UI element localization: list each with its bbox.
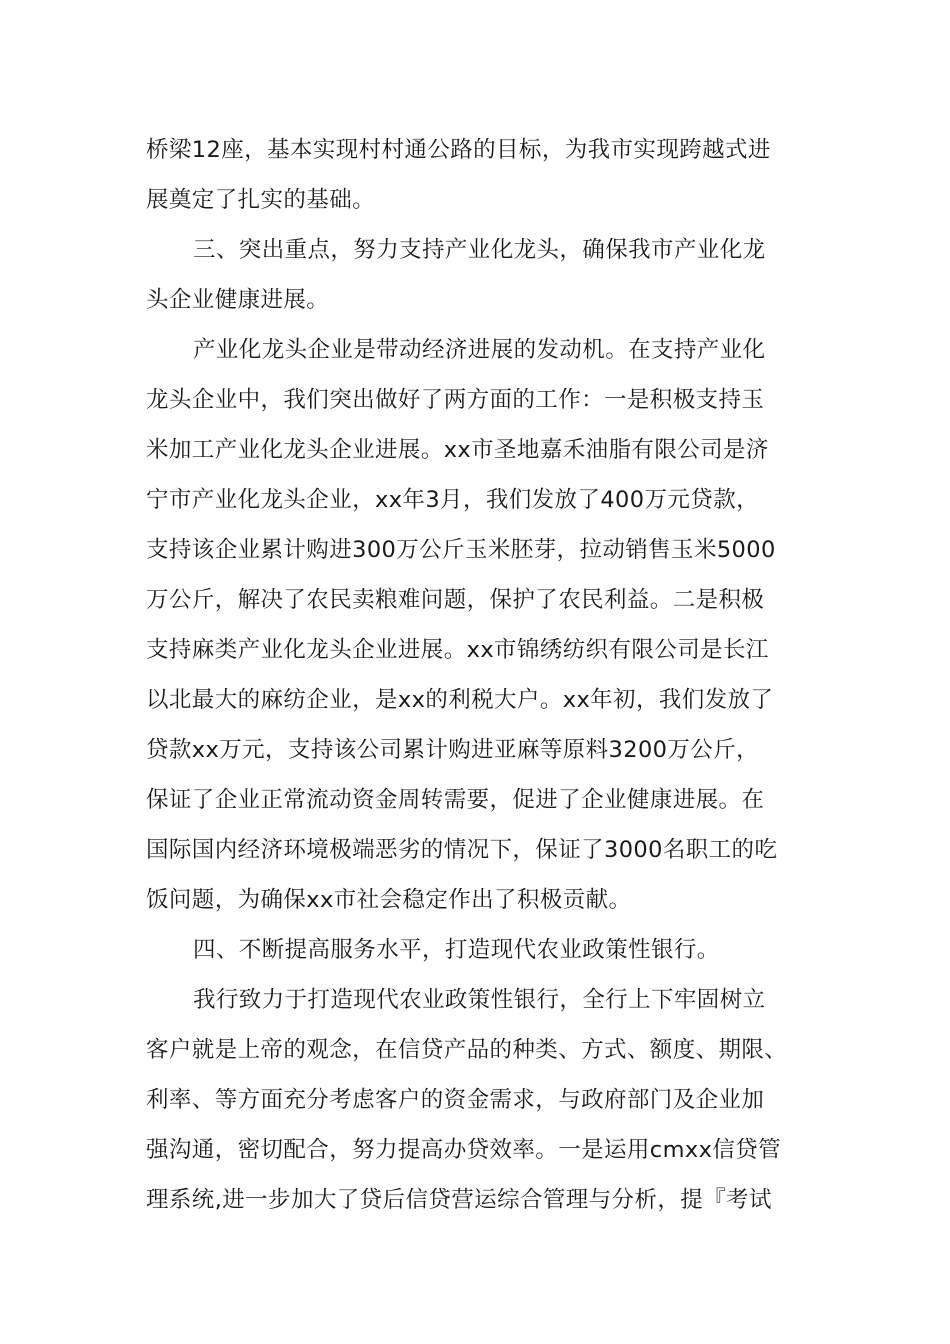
section-heading-line: 头企业健康进展。 — [146, 287, 330, 313]
paragraph-line: 我行致力于打造现代农业政策性银行，全行上下牢固树立 — [193, 987, 766, 1013]
paragraph-line: 龙头企业中，我们突出做好了两方面的工作：一是积极支持玉 — [146, 387, 765, 413]
paragraph-line: 贷款xx万元，支持该公司累计购进亚麻等原料3200万公斤， — [146, 737, 759, 763]
paragraph-line: 桥梁12座，基本实现村村通公路的目标，为我市实现跨越式进 — [146, 137, 771, 163]
paragraph-line: 展奠定了扎实的基础。 — [146, 187, 376, 213]
paragraph-line: 支持该企业累计购进300万公斤玉米胚芽，拉动销售玉米5000 — [146, 537, 776, 563]
paragraph-line: 保证了企业正常流动资金周转需要，促进了企业健康进展。在 — [146, 787, 765, 813]
paragraph-line: 万公斤，解决了农民卖粮难问题，保护了农民利益。二是积极 — [146, 587, 765, 613]
section-heading-line: 四、不断提高服务水平，打造现代农业政策性银行。 — [193, 937, 720, 963]
paragraph-line: 米加工产业化龙头企业进展。xx市圣地嘉禾油脂有限公司是济 — [146, 437, 769, 463]
paragraph-line: 客户就是上帝的观念，在信贷产品的种类、方式、额度、期限、 — [146, 1037, 788, 1063]
paragraph-line: 理系统,进一步加大了贷后信贷营运综合管理与分析，提『考试 — [146, 1187, 772, 1213]
section-heading-line: 三、突出重点，努力支持产业化龙头，确保我市产业化龙 — [193, 237, 766, 263]
paragraph-line: 宁市产业化龙头企业，xx年3月，我们发放了400万元贷款， — [146, 487, 759, 513]
paragraph-line: 产业化龙头企业是带动经济进展的发动机。在支持产业化 — [193, 337, 766, 363]
paragraph-line: 强沟通，密切配合，努力提高办贷效率。一是运用cmxx信贷管 — [146, 1137, 782, 1163]
paragraph-line: 利率、等方面充分考虑客户的资金需求，与政府部门及企业加 — [146, 1087, 765, 1113]
paragraph-line: 支持麻类产业化龙头企业进展。xx市锦绣纺织有限公司是长江 — [146, 637, 769, 663]
paragraph-line: 以北最大的麻纺企业，是xx的利税大户。xx年初，我们发放了 — [146, 687, 774, 713]
paragraph-line: 国际国内经济环境极端恶劣的情况下，保证了3000名职工的吃 — [146, 837, 778, 863]
paragraph-line: 饭问题，为确保xx市社会稳定作出了积极贡献。 — [146, 887, 632, 913]
